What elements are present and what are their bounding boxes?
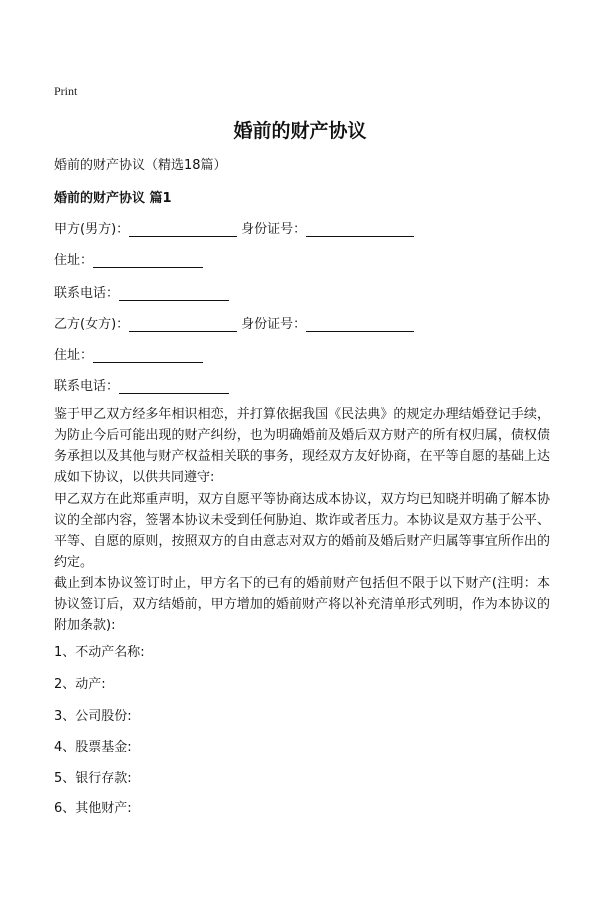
list-item: 6、其他财产: — [54, 801, 132, 816]
party-a-name-row — [54, 218, 414, 237]
party-a-address-row — [54, 249, 203, 268]
document-title: 婚前的财产协议 — [233, 120, 367, 142]
document-subtitle: 婚前的财产协议（精选18篇） — [54, 158, 227, 173]
party-a-phone-blank — [119, 286, 229, 301]
party-a-phone-row — [54, 282, 229, 301]
party-a-id-blank — [306, 222, 414, 237]
party-a-name-label: 甲方(男方)： — [54, 222, 130, 237]
paragraph-premarital-assets: 截止到本协议签订时止，甲方名下的已有的婚前财产包括但不限于以下财产(注明：本协议签订后，双方结婚前，甲方增加的婚前财产将以补充清单形式列明，作为本协议的附加条款): — [54, 576, 550, 633]
party-b-address-label: 住址： — [54, 348, 94, 363]
party-a-id-label: 身份证号： — [241, 222, 307, 237]
party-b-name-row — [54, 313, 414, 332]
party-b-phone-row — [54, 375, 229, 394]
print-link[interactable]: Print — [54, 84, 78, 98]
section-title: 婚前的财产协议 篇1 — [54, 191, 172, 206]
party-b-name-label: 乙方(女方)： — [54, 317, 130, 332]
party-b-id-blank — [306, 317, 414, 332]
party-b-phone-blank — [119, 379, 229, 394]
party-b-phone-label: 联系电话： — [54, 379, 120, 394]
list-item: 4、股票基金: — [54, 740, 132, 755]
party-b-address-blank — [93, 348, 203, 363]
party-b-address-row — [54, 344, 203, 363]
list-item: 2、动产: — [54, 677, 106, 692]
list-item: 3、公司股份: — [54, 709, 132, 724]
party-a-address-blank — [93, 253, 203, 268]
list-item: 5、银行存款: — [54, 771, 132, 786]
paragraph-declaration: 甲乙双方在此郑重声明，双方自愿平等协商达成本协议，双方均已知晓并明确了解本协议的全部内容，签署本协议未受到任何胁迫、欺诈或者压力。本协议是双方基于公平、平等、自愿的原则，按照双方的自由意志对双方的婚前及婚后财产归属等事宜所作出的约定。 — [54, 492, 550, 570]
list-item: 1、不动产名称: — [54, 645, 145, 660]
party-a-phone-label: 联系电话： — [54, 286, 120, 301]
party-b-name-blank — [129, 317, 237, 332]
party-b-id-label: 身份证号： — [241, 317, 307, 332]
party-a-name-blank — [129, 222, 237, 237]
party-a-address-label: 住址： — [54, 253, 94, 268]
paragraph-preamble: 鉴于甲乙双方经多年相识相恋，并打算依据我国《民法典》的规定办理结婚登记手续，为防止今后可能出现的财产纠纷，也为明确婚前及婚后双方财产的所有权归属，债权债务承担以及其他与财产权益相关联的事务，现经双方友好协商，在平等自愿的基础上达成如下协议，以供共同遵守: — [54, 407, 550, 485]
